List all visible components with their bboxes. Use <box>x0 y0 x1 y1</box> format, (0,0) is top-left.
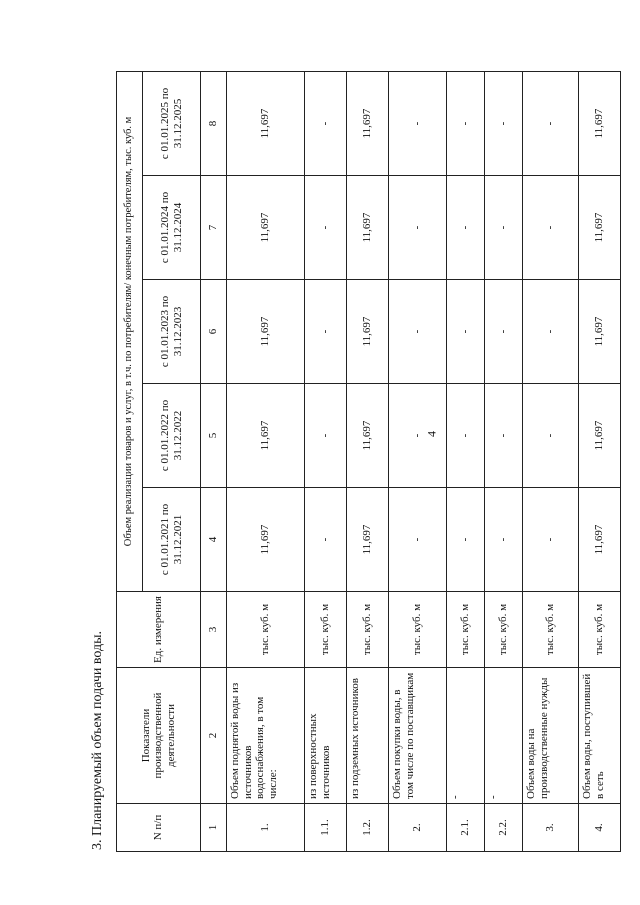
row-value: - <box>447 384 485 488</box>
row-value: - <box>485 176 523 280</box>
table-row <box>447 71 485 851</box>
row-name: Объем покупки воды, в том числе по поставщикам <box>389 668 447 804</box>
row-value: 11,697 <box>227 280 305 384</box>
row-value: - <box>447 280 485 384</box>
row-value: - <box>523 488 579 592</box>
row-name: Объем поднятой воды из источников водоснабжения, в том числе: <box>227 668 305 804</box>
row-name: из подземных источников <box>347 668 389 804</box>
row-unit: тыс. куб. м <box>447 592 485 668</box>
row-value: - <box>447 71 485 175</box>
col-header-period: с 01.01.2024 по 31.12.2024 <box>143 176 201 280</box>
index-cell: 2 <box>201 668 227 804</box>
col-header-name: Показатели производственной деятельности <box>117 668 201 804</box>
row-value: 11,697 <box>579 176 621 280</box>
row-value: - <box>523 176 579 280</box>
row-num: 1.1. <box>305 804 347 852</box>
row-value: 11,697 <box>227 176 305 280</box>
row-value: - <box>523 71 579 175</box>
row-unit: тыс. куб. м <box>485 592 523 668</box>
row-value: - <box>485 384 523 488</box>
row-value: - <box>485 71 523 175</box>
row-value: 11,697 <box>347 280 389 384</box>
page-number: 4 <box>424 431 439 437</box>
row-value: - <box>447 488 485 592</box>
row-unit: тыс. куб. м <box>305 592 347 668</box>
row-value: - <box>305 280 347 384</box>
index-cell: 3 <box>201 592 227 668</box>
row-value: 11,697 <box>579 488 621 592</box>
rotated-page-content <box>80 72 620 852</box>
index-cell: 8 <box>201 71 227 175</box>
row-value: 11,697 <box>579 384 621 488</box>
row-value: - <box>485 280 523 384</box>
col-header-group: Объем реализации товаров и услуг, в т.ч. по потребителям/ конечным потребителям, тыс. куб. м <box>117 71 143 591</box>
table-row <box>523 71 579 851</box>
col-header-period: с 01.01.2025 по 31.12.2025 <box>143 71 201 175</box>
row-value: - <box>305 488 347 592</box>
row-value: - <box>305 176 347 280</box>
row-num: 1.2. <box>347 804 389 852</box>
row-value: - <box>485 488 523 592</box>
index-cell: 4 <box>201 488 227 592</box>
row-num: 2.1. <box>447 804 485 852</box>
row-value: - <box>389 384 447 488</box>
row-value: - <box>389 71 447 175</box>
row-value: - <box>389 488 447 592</box>
row-value: - <box>305 384 347 488</box>
row-unit: тыс. куб. м <box>347 592 389 668</box>
index-cell: 6 <box>201 280 227 384</box>
index-row <box>201 71 227 851</box>
header-row-top <box>117 71 143 851</box>
table-row <box>227 71 305 851</box>
table-row <box>305 71 347 851</box>
row-name: из поверхностных источников <box>305 668 347 804</box>
row-num: 4. <box>579 804 621 852</box>
row-value: 11,697 <box>347 384 389 488</box>
row-value: 11,697 <box>579 71 621 175</box>
row-unit: тыс. куб. м <box>579 592 621 668</box>
water-supply-table <box>116 71 621 852</box>
row-num: 2.2. <box>485 804 523 852</box>
row-name: - <box>447 668 485 804</box>
row-value: - <box>523 280 579 384</box>
table-row <box>579 71 621 851</box>
row-unit: тыс. куб. м <box>389 592 447 668</box>
col-header-unit: Ед. измерения <box>117 592 201 668</box>
table-row <box>389 71 447 851</box>
row-value: 11,697 <box>227 384 305 488</box>
row-value: - <box>523 384 579 488</box>
row-value: 11,697 <box>347 71 389 175</box>
index-cell: 7 <box>201 176 227 280</box>
row-value: - <box>447 176 485 280</box>
table-row <box>347 71 389 851</box>
row-num: 1. <box>227 804 305 852</box>
row-value: - <box>305 71 347 175</box>
col-header-period: с 01.01.2022 по 31.12.2022 <box>143 384 201 488</box>
row-value: - <box>389 176 447 280</box>
col-header-num: N п/п <box>117 804 201 852</box>
row-value: - <box>389 280 447 384</box>
row-value: 11,697 <box>347 488 389 592</box>
row-unit: тыс. куб. м <box>227 592 305 668</box>
row-name: Объем воды, поступившей в сеть <box>579 668 621 804</box>
row-value: 11,697 <box>579 280 621 384</box>
col-header-period: с 01.01.2021 по 31.12.2021 <box>143 488 201 592</box>
row-value: 11,697 <box>347 176 389 280</box>
row-unit: тыс. куб. м <box>523 592 579 668</box>
row-num: 2. <box>389 804 447 852</box>
index-cell: 1 <box>201 804 227 852</box>
row-name: - <box>485 668 523 804</box>
table-row <box>485 71 523 851</box>
row-value: 11,697 <box>227 71 305 175</box>
row-name: Объем воды на производственные нужды <box>523 668 579 804</box>
section-heading: 3. Планируемый объем подачи воды. <box>90 630 105 850</box>
row-num: 3. <box>523 804 579 852</box>
index-cell: 5 <box>201 384 227 488</box>
col-header-period: с 01.01.2023 по 31.12.2023 <box>143 280 201 384</box>
row-value: 11,697 <box>227 488 305 592</box>
